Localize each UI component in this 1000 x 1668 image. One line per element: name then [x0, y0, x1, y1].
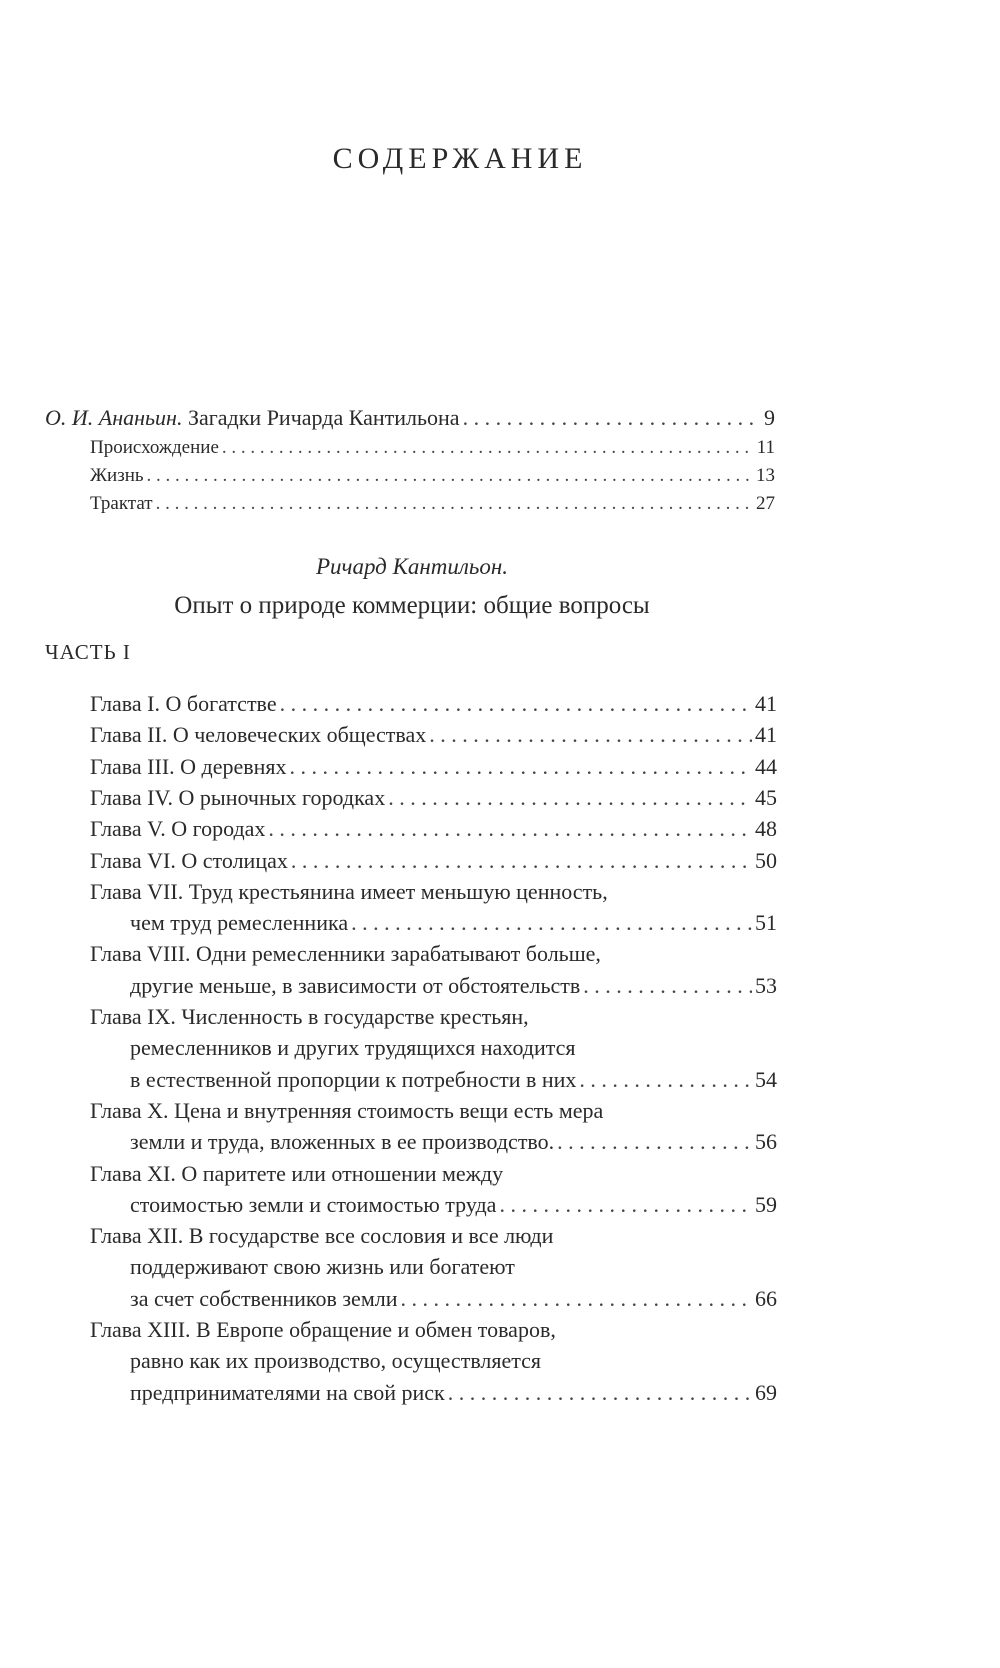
- chapter-title-continuation[interactable]: [130, 1064, 777, 1096]
- chapter-title-continuation[interactable]: равно как их производство, осуществляется: [130, 1348, 542, 1374]
- page-number: 41: [755, 691, 777, 716]
- page-number: 66: [755, 1285, 777, 1311]
- chapter-title-continuation[interactable]: [130, 1189, 777, 1221]
- page-number: 44: [755, 753, 777, 779]
- page-number: 13: [756, 465, 775, 486]
- leader-dots: [557, 1126, 752, 1158]
- leader-dots: [448, 1377, 752, 1409]
- chapter-title-line[interactable]: Глава XII. В государстве все сословия и все люди: [90, 1223, 554, 1249]
- page-number: 41: [755, 722, 777, 748]
- page-number: 53: [755, 972, 777, 998]
- toc-entry-section[interactable]: [90, 488, 775, 520]
- page-number: 45: [755, 784, 777, 810]
- chapter-text: стоимостью земли и стоимостью труда: [130, 1191, 497, 1217]
- chapter-title-continuation[interactable]: [130, 1283, 777, 1315]
- page-number: 69: [755, 1379, 777, 1405]
- chapter-title-continuation[interactable]: [130, 1377, 777, 1409]
- chapter-title-line[interactable]: Глава IX. Численность в государстве крестьян,: [90, 1004, 529, 1029]
- chapter-title-continuation[interactable]: [130, 1126, 777, 1158]
- chapter-text: другие меньше, в зависимости от обстоятельств: [130, 972, 581, 998]
- section-label: Происхождение: [90, 437, 219, 458]
- chapter-text: за счет собственников земли: [130, 1285, 398, 1311]
- page-number: 11: [756, 437, 775, 458]
- chapter-title-line[interactable]: Глава XIII. В Европе обращение и обмен товаров,: [90, 1317, 556, 1342]
- leader-dots: [290, 751, 752, 783]
- part-heading: ЧАСТЬ I: [45, 640, 131, 664]
- chapter-text: Глава I. О богатстве: [90, 691, 277, 716]
- main-work-title: Опыт о природе коммерции: общие вопросы: [174, 592, 650, 619]
- leader-dots: [579, 1064, 752, 1096]
- page-number: 51: [755, 910, 777, 936]
- chapter-title-line[interactable]: Глава XI. О паритете или отношении между: [90, 1160, 504, 1186]
- chapter-text: в естественной пропорции к потребности в них: [130, 1066, 577, 1092]
- chapter-title-line[interactable]: [90, 719, 777, 751]
- leader-dots: [268, 813, 752, 845]
- page-number: 54: [755, 1066, 777, 1092]
- leader-dots: [388, 782, 752, 814]
- chapter-title-line[interactable]: [90, 751, 777, 783]
- section-label: Жизнь: [90, 465, 144, 486]
- chapter-text: чем труд ремесленника: [130, 910, 349, 936]
- chapter-text: земли и труда, вложенных в ее производство.: [130, 1129, 555, 1155]
- leader-dots: [280, 688, 752, 720]
- page-number: 27: [756, 493, 775, 514]
- chapter-text: Глава III. О деревнях: [90, 753, 287, 779]
- leader-dots: [583, 970, 752, 1002]
- leader-dots: [429, 719, 752, 751]
- chapter-title-line[interactable]: Глава VII. Труд крестьянина имеет меньшую ценность,: [90, 878, 608, 904]
- chapter-title-line[interactable]: [90, 688, 777, 720]
- chapter-text: Глава IV. О рыночных городках: [90, 784, 386, 810]
- chapter-text: Глава II. О человеческих обществах: [90, 722, 427, 748]
- main-work-author: Ричард Кантильон.: [315, 554, 509, 579]
- leader-dots: [351, 907, 752, 939]
- chapter-title-line[interactable]: Глава VIII. Одни ремесленники зарабатывают больше,: [90, 941, 601, 967]
- section-label: Трактат: [90, 493, 153, 514]
- page-title: СОДЕРЖАНИЕ: [332, 142, 588, 175]
- chapter-title-continuation[interactable]: поддерживают свою жизнь или богатеют: [130, 1254, 515, 1280]
- chapter-title-line[interactable]: Глава X. Цена и внутренняя стоимость вещи есть мера: [90, 1097, 604, 1123]
- chapter-title-line[interactable]: [90, 813, 777, 845]
- chapter-text: Глава V. О городах: [90, 816, 266, 842]
- intro-author: О. И. Ананьин.: [45, 405, 183, 430]
- chapter-text: Глава VI. О столицах: [90, 847, 288, 873]
- chapter-title-continuation[interactable]: ремесленников и других трудящихся находится: [130, 1035, 576, 1061]
- page-number: 56: [755, 1129, 777, 1155]
- page-number: 50: [755, 847, 777, 873]
- chapter-title-line[interactable]: [90, 845, 777, 877]
- intro-title: Загадки Ричарда Кантильона: [187, 405, 460, 430]
- chapter-title-continuation[interactable]: [130, 907, 777, 939]
- leader-dots: [291, 845, 752, 877]
- leader-dots: [499, 1189, 752, 1221]
- chapter-title-continuation[interactable]: [130, 970, 777, 1002]
- chapter-text: предпринимателями на свой риск: [130, 1379, 445, 1405]
- leader-dots: [156, 488, 753, 520]
- page-number: 59: [755, 1191, 777, 1217]
- page-number: 9: [764, 405, 775, 430]
- toc-entry-intro[interactable]: [45, 402, 775, 434]
- page-number: 48: [755, 816, 777, 842]
- leader-dots: [401, 1283, 753, 1315]
- leader-dots: [463, 402, 761, 434]
- chapter-title-line[interactable]: [90, 782, 777, 814]
